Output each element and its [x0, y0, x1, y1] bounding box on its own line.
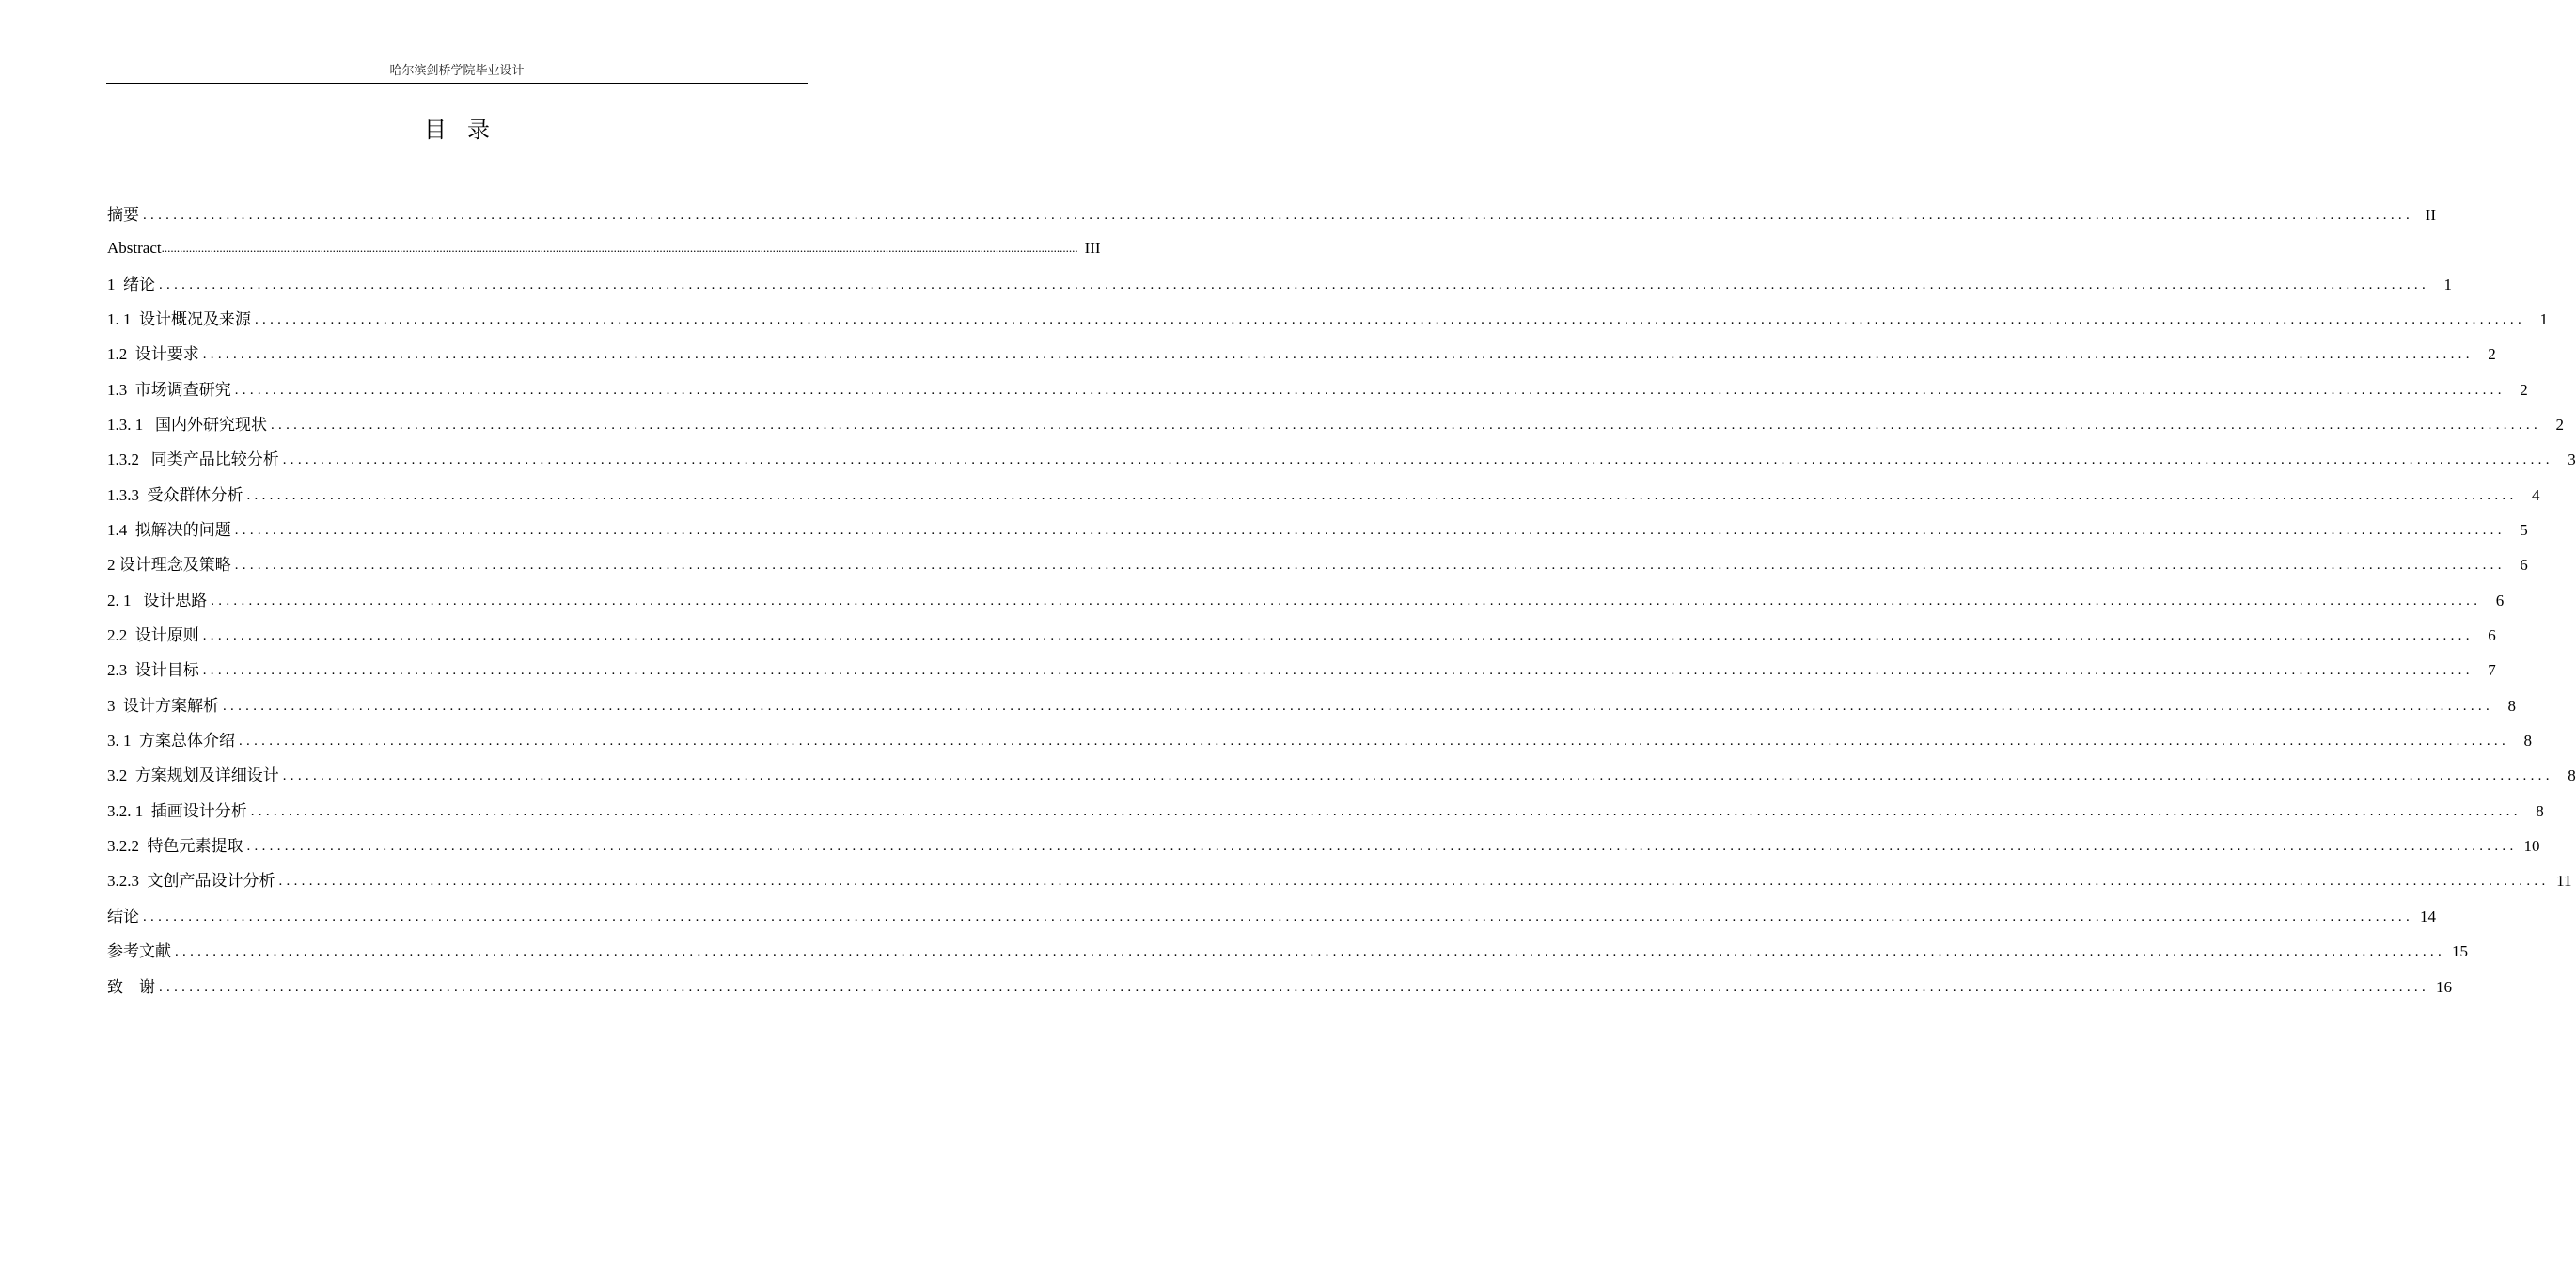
toc-entry-references[interactable]: [107, 940, 2468, 963]
toc-leader: ............................................................................................................................................................................................................................................................................................................: [143, 208, 2413, 223]
toc-entry-page: 4: [2532, 486, 2540, 504]
toc-entry-1-4[interactable]: [107, 519, 2528, 542]
page-header: 哈尔滨剑桥学院毕业设计: [389, 63, 525, 77]
toc-entry-1-1[interactable]: [107, 308, 2548, 331]
toc-leader: ............................................................................................................................................................................................................................................................................................................: [161, 241, 1078, 255]
toc-entry-label: 1. 1 设计概况及来源: [107, 310, 251, 328]
toc-leader: ............................................................................................................................................................................................................................................................................................................: [159, 980, 2429, 995]
toc-leader: ............................................................................................................................................................................................................................................................................................................: [246, 488, 2518, 503]
toc-entry-label: 2.3 设计目标: [107, 661, 199, 679]
toc-leader: ............................................................................................................................................................................................................................................................................................................: [250, 804, 2521, 819]
toc-entry-page: 2: [2488, 345, 2496, 363]
toc-entry-label: 3. 1 方案总体介绍: [107, 732, 235, 750]
toc-entry-label: 1.3 市场调查研究: [107, 381, 231, 399]
toc-leader: ............................................................................................................................................................................................................................................................................................................: [255, 312, 2525, 327]
toc-leader: ............................................................................................................................................................................................................................................................................................................: [282, 768, 2553, 783]
toc-leader: ............................................................................................................................................................................................................................................................................................................: [223, 699, 2493, 714]
toc-entry-1-3-1[interactable]: [107, 414, 2564, 436]
toc-entry-label: 3.2. 1 插画设计分析: [107, 802, 247, 820]
toc-entry-3-1[interactable]: [107, 730, 2532, 752]
toc-entry-label: 1.3.2 同类产品比较分析: [107, 450, 279, 468]
toc-entry-page: 6: [2520, 556, 2528, 574]
toc-entry-page: 8: [2568, 766, 2576, 784]
toc-entry-page: 14: [2420, 908, 2436, 925]
toc-entry-page: II: [2425, 206, 2436, 224]
toc-entry-page: 3: [2568, 450, 2576, 468]
toc-entry-page: 11: [2556, 872, 2572, 890]
toc-entry-page: 15: [2452, 942, 2468, 960]
toc-entry-1-3[interactable]: [107, 379, 2528, 402]
toc-entry-1-3-3[interactable]: [107, 484, 2540, 507]
toc-entry-label: 3.2.3 文创产品设计分析: [107, 872, 275, 890]
toc-leader: ............................................................................................................................................................................................................................................................................................................: [202, 347, 2474, 362]
toc-entry-abstract-cn[interactable]: [107, 204, 2436, 227]
toc-entry-1-3-2[interactable]: [107, 449, 2576, 471]
toc-entry-2-3[interactable]: [107, 659, 2496, 682]
toc-entry-label: 1.3.3 受众群体分析: [107, 486, 243, 504]
toc-leader: ............................................................................................................................................................................................................................................................................................................: [271, 418, 2541, 433]
toc-entry-page: 2: [2555, 416, 2564, 434]
toc-entry-page: 2: [2520, 381, 2528, 399]
toc-entry-page: 8: [2536, 802, 2544, 820]
toc-entry-page: 1: [2539, 310, 2548, 328]
toc-entry-abstract-en[interactable]: [107, 237, 1101, 260]
toc-entry-label: 3 设计方案解析: [107, 697, 219, 715]
toc-entry-label: 2. 1 设计思路: [107, 592, 208, 609]
toc-entry-3[interactable]: [107, 695, 2516, 718]
toc-entry-acknowledgements[interactable]: [107, 976, 2452, 999]
toc-leader: ............................................................................................................................................................................................................................................................................................................: [239, 734, 2509, 749]
toc-entry-label: 1.3. 1 国内外研究现状: [107, 416, 267, 434]
toc-leader: ............................................................................................................................................................................................................................................................................................................: [282, 452, 2553, 467]
toc-entry-label: 致 谢: [107, 978, 155, 996]
toc-leader: ............................................................................................................................................................................................................................................................................................................: [143, 909, 2413, 924]
toc-entry-page: 16: [2436, 978, 2452, 996]
toc-entry-page: 8: [2523, 732, 2532, 750]
toc-entry-label: 1.2 设计要求: [107, 345, 199, 363]
toc-leader: ............................................................................................................................................................................................................................................................................................................: [202, 628, 2474, 643]
toc-entry-3-2-1[interactable]: [107, 800, 2544, 823]
toc-entry-label: 摘要: [107, 206, 139, 224]
toc-leader: ............................................................................................................................................................................................................................................................................................................: [202, 663, 2474, 678]
toc-leader: ............................................................................................................................................................................................................................................................................................................: [175, 944, 2445, 959]
toc-leader: ............................................................................................................................................................................................................................................................................................................: [234, 383, 2505, 398]
toc-entry-page: 5: [2520, 521, 2528, 539]
header-rule: [106, 83, 808, 84]
toc-entry-3-2[interactable]: [107, 765, 2576, 787]
toc-entry-label: 3.2.2 特色元素提取: [107, 837, 243, 855]
toc-entry-page: 10: [2523, 837, 2540, 855]
toc-entry-label: 1.4 拟解决的问题: [107, 521, 231, 539]
toc-entry-conclusion[interactable]: [107, 906, 2436, 928]
toc-entry-1-2[interactable]: [107, 343, 2496, 366]
toc-entry-label: 1 绪论: [107, 276, 155, 293]
toc-entry-label: 2.2 设计原则: [107, 626, 199, 644]
toc-title: 目录: [424, 117, 510, 143]
toc-entry-page: III: [1084, 239, 1101, 257]
toc-entry-page: 7: [2488, 661, 2496, 679]
toc-entry-page: 6: [2495, 592, 2505, 609]
toc-leader: ............................................................................................................................................................................................................................................................................................................: [246, 839, 2518, 854]
toc-entry-label: 3.2 方案规划及详细设计: [107, 766, 279, 784]
toc-entry-3-2-2[interactable]: [107, 835, 2540, 858]
toc-entry-1[interactable]: [107, 274, 2452, 296]
toc-entry-page: 8: [2507, 697, 2516, 715]
toc-entry-2-1[interactable]: [107, 590, 2505, 612]
toc-entry-3-2-3[interactable]: [107, 870, 2572, 893]
toc-entry-page: 1: [2443, 276, 2452, 293]
toc-entry-label: 结论: [107, 908, 139, 925]
toc-entry-2[interactable]: [107, 554, 2528, 577]
toc-leader: ............................................................................................................................................................................................................................................................................................................: [159, 277, 2429, 292]
toc-entry-page: 6: [2488, 626, 2496, 644]
toc-entry-2-2[interactable]: [107, 624, 2496, 647]
toc-entry-label: 2 设计理念及策略: [107, 556, 231, 574]
toc-leader: ............................................................................................................................................................................................................................................................................................................: [234, 523, 2505, 538]
toc-leader: ............................................................................................................................................................................................................................................................................................................: [234, 558, 2505, 573]
toc-entry-label: 参考文献: [107, 942, 171, 960]
toc-leader: ............................................................................................................................................................................................................................................................................................................: [278, 874, 2550, 889]
toc-entry-label: Abstract: [107, 239, 162, 257]
toc-leader: ............................................................................................................................................................................................................................................................................................................: [211, 593, 2482, 608]
